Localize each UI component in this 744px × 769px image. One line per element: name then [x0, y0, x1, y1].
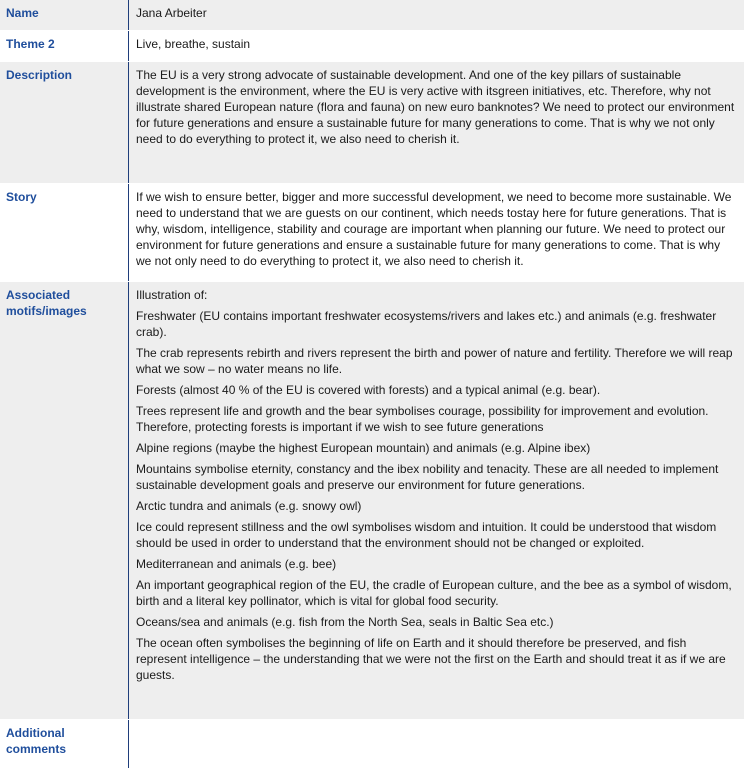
story-label: Story: [0, 184, 129, 281]
motifs-value: [129, 282, 744, 719]
motifs-label: Associated motifs/images: [0, 282, 129, 719]
motif-freshwater-meaning: The crab represents rebirth and rivers represent the birth and power of nature and fertility. Therefore we will reap what we sow – no water means no life.: [136, 346, 733, 376]
row-story: [0, 184, 744, 282]
row-name: [0, 0, 744, 31]
row-motifs: [0, 282, 744, 720]
motif-intro: Illustration of:: [136, 288, 208, 302]
motif-forests: Forests (almost 40 % of the EU is covered with forests) and a typical animal (e.g. bear).: [136, 383, 601, 397]
row-theme: [0, 31, 744, 62]
motif-oceans: Oceans/sea and animals (e.g. fish from the North Sea, seals in Baltic Sea etc.): [136, 615, 554, 629]
name-label: Name: [0, 0, 129, 30]
motif-arctic: Arctic tundra and animals (e.g. snowy owl): [136, 499, 362, 513]
motif-arctic-meaning: Ice could represent stillness and the owl symbolises wisdom and intuition. It could be understood that wisdom should be used in order to understand that the environment should not be changed or exploited.: [136, 520, 717, 550]
row-additional: [0, 720, 744, 769]
motif-alpine: Alpine regions (maybe the highest European mountain) and animals (e.g. Alpine ibex): [136, 441, 591, 455]
description-value: The EU is a very strong advocate of sustainable development. And one of the key pillars of sustainable development is the environment, where the EU is very active with itsgreen initiatives, etc. Therefore, why not illustrate shared European nature (flora and fauna) on new euro banknotes? We need to protect our environment for future generations and ensure a sustainable future for many generations to come. That is why we not only need to do everything to protect it, we also need to cherish it.: [136, 68, 735, 146]
motif-freshwater: Freshwater (EU contains important freshwater ecosystems/rivers and lakes etc.) and animals (e.g. freshwater crab).: [136, 309, 717, 339]
motif-forests-meaning: Trees represent life and growth and the bear symbolises courage, possibility for improvement and evolution. Therefore, protecting forests is important if we wish to see future generations: [136, 404, 709, 434]
name-value: Jana Arbeiter: [136, 6, 207, 20]
motif-mediterranean-meaning: An important geographical region of the EU, the cradle of European culture, and the bee as a symbol of wisdom, birth and a literal key pollinator, which is vital for global food security.: [136, 578, 732, 608]
motif-oceans-meaning: The ocean often symbolises the beginning of life on Earth and it should therefore be preserved, and fish represent intelligence – the understanding that we were not the first on the Earth and should treat it as if we are guests.: [136, 636, 726, 682]
additional-value: [129, 720, 744, 768]
theme-label: Theme 2: [0, 31, 129, 61]
description-label: Description: [0, 62, 129, 183]
additional-label: Additional comments: [0, 720, 129, 768]
row-description: [0, 62, 744, 184]
motif-alpine-meaning: Mountains symbolise eternity, constancy and the ibex nobility and tenacity. These are all needed to implement sustainable development goals and preserve our environment for future generations.: [136, 462, 719, 492]
story-value: If we wish to ensure better, bigger and more successful development, we need to become more sustainable. We need to understand that we are guests on our continent, which needs tostay here for future generations. That is why, wisdom, intelligence, stability and courage are important when planning our future. We need to protect our environment for future generations and ensure a sustainable future for many generations to come. That is why we not only need to do everything to protect it, we also need to cherish it.: [136, 190, 732, 268]
motif-mediterranean: Mediterranean and animals (e.g. bee): [136, 557, 337, 571]
theme-value: Live, breathe, sustain: [136, 37, 251, 51]
